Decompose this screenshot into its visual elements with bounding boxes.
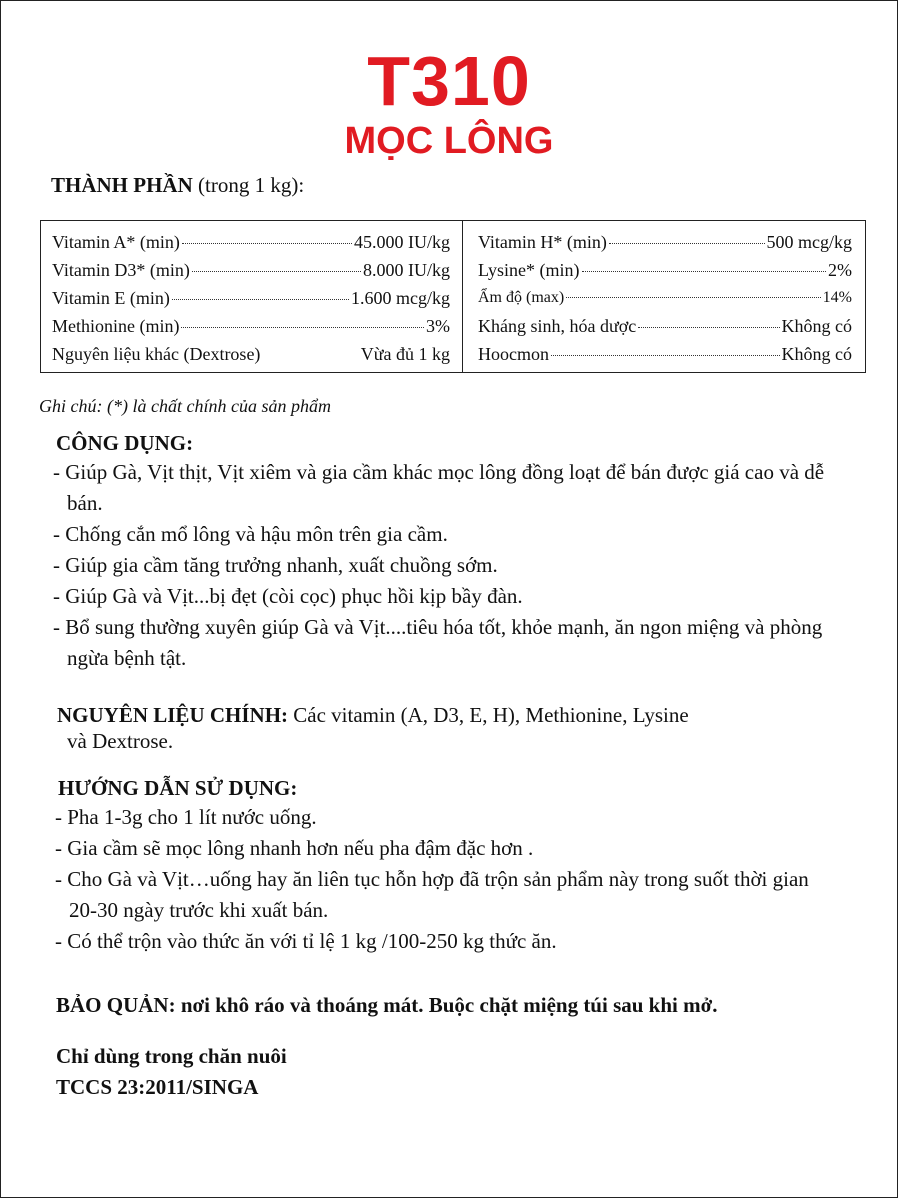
composition-value: Vừa đủ 1 kg [360, 344, 450, 364]
dot-leader [638, 327, 779, 328]
uses-item: - Giúp Gà và Vịt...bị đẹt (còi cọc) phục hồi kịp bầy đàn. [53, 584, 523, 608]
composition-label: Vitamin H* (min) [478, 232, 607, 252]
composition-row [478, 312, 852, 340]
dot-leader [181, 327, 424, 328]
composition-label: Lysine* (min) [478, 260, 580, 280]
composition-value: 14% [822, 289, 852, 306]
composition-column-right [463, 221, 865, 372]
ingredients-continuation: và Dextrose. [67, 729, 174, 753]
product-code-title: T310 [367, 42, 531, 120]
composition-label: Methionine (min) [52, 316, 180, 336]
dot-leader [609, 243, 765, 244]
composition-table [40, 220, 866, 373]
dot-leader [566, 297, 820, 298]
dot-leader [551, 355, 780, 356]
composition-label: Hoocmon [478, 344, 549, 364]
composition-label: Nguyên liệu khác (Dextrose) [52, 344, 261, 364]
dot-leader [182, 243, 352, 244]
ingredients-line [57, 702, 857, 728]
composition-row [52, 256, 450, 284]
uses-item: - Bổ sung thường xuyên giúp Gà và Vịt....tiêu hóa tốt, khỏe mạnh, ăn ngon miệng và phòng ngừa bệnh tật. [53, 615, 823, 670]
storage-instructions: BẢO QUẢN: nơi khô ráo và thoáng mát. Buộc chặt miệng túi sau khi mở. [56, 993, 718, 1017]
composition-value: 500 mcg/kg [766, 232, 852, 252]
composition-label: Ẩm độ (max) [478, 289, 565, 306]
uses-title: CÔNG DỤNG: [56, 431, 194, 455]
uses-item: - Chống cắn mổ lông và hậu môn trên gia cầm. [53, 522, 448, 546]
composition-label: Vitamin A* (min) [52, 232, 180, 252]
uses-section [1, 429, 900, 674]
footnote: Ghi chú: (*) là chất chính của sản phẩm [39, 396, 331, 416]
directions-item: - Gia cầm sẽ mọc lông nhanh hơn nếu pha đậm đặc hơn . [55, 836, 534, 860]
ingredients-title: NGUYÊN LIỆU CHÍNH: [57, 703, 289, 727]
composition-value: Không có [781, 316, 852, 336]
directions-item: - Cho Gà và Vịt…uống hay ăn liên tục hỗn hợp đã trộn sản phẩm này trong suốt thời gian 20-30 ngày trước khi xuất bán. [55, 867, 809, 922]
composition-row [478, 256, 852, 284]
ingredients-text: Các vitamin (A, D3, E, H), Methionine, Lysine [288, 703, 689, 727]
uses-item: - Giúp Gà, Vịt thịt, Vịt xiêm và gia cầm khác mọc lông đồng loạt để bán được giá cao và dễ bán. [53, 460, 825, 515]
composition-heading-bold: THÀNH PHẦN [51, 173, 193, 197]
composition-heading [51, 171, 304, 199]
dot-leader [582, 271, 827, 272]
composition-label: Kháng sinh, hóa dược [478, 316, 637, 336]
directions-title: HƯỚNG DẪN SỬ DỤNG: [58, 776, 298, 800]
composition-row [52, 312, 450, 340]
directions-item: - Có thể trộn vào thức ăn với tỉ lệ 1 kg /100-250 kg thức ăn. [55, 929, 557, 953]
uses-item: - Giúp gia cầm tăng trưởng nhanh, xuất chuồng sớm. [53, 553, 498, 577]
composition-value: 3% [426, 316, 450, 336]
footer [56, 1041, 900, 1103]
ingredients-section [1, 702, 900, 754]
usage-restriction: Chỉ dùng trong chăn nuôi [56, 1044, 287, 1068]
composition-value: 1.600 mcg/kg [351, 288, 450, 308]
composition-value: Không có [781, 344, 852, 364]
directions-section [1, 774, 900, 957]
composition-row [52, 340, 450, 368]
composition-column-left [41, 221, 463, 372]
composition-heading-rest: (trong 1 kg): [192, 173, 305, 197]
composition-row [52, 284, 450, 312]
composition-label: Vitamin E (min) [52, 288, 170, 308]
composition-label: Vitamin D3* (min) [52, 260, 190, 280]
composition-value: 8.000 IU/kg [363, 260, 450, 280]
composition-value: 45.000 IU/kg [354, 232, 450, 252]
composition-row [478, 340, 852, 368]
dot-leader [172, 299, 349, 300]
composition-row [478, 284, 852, 312]
dot-leader [192, 271, 361, 272]
standard-code: TCCS 23:2011/SINGA [56, 1075, 259, 1099]
composition-row [52, 228, 450, 256]
product-name-subtitle: MỌC LÔNG [344, 120, 554, 162]
composition-row [478, 228, 852, 256]
directions-item: - Pha 1-3g cho 1 lít nước uống. [55, 805, 317, 829]
composition-value: 2% [828, 260, 852, 280]
